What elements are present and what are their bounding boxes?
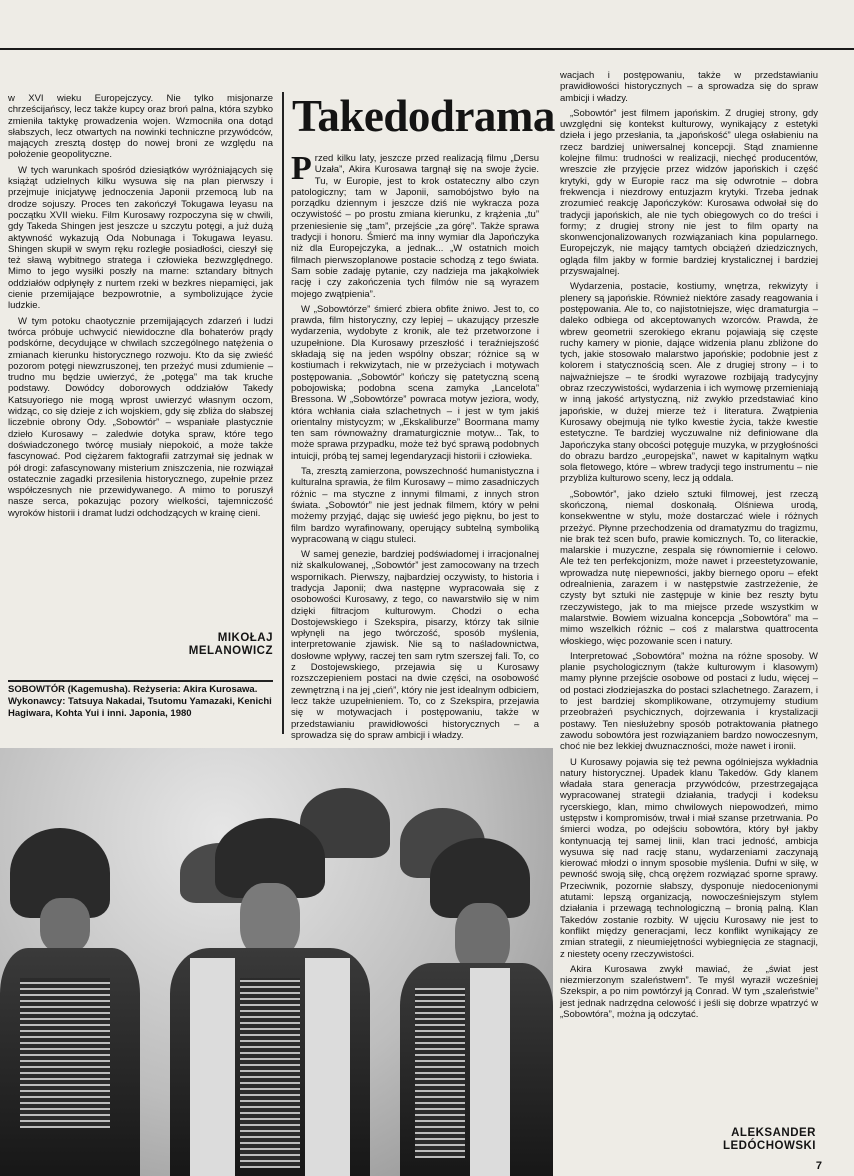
author-1-last-name: MELANOWICZ (188, 645, 273, 657)
col3-paragraph-4: „Sobowtór”, jako dzieło sztuki filmowej, jest rzeczą skończoną, niemal doskonałą. Olśniewa urodą, konsekwentne w stylu, może dostarczać wiele i różnych przeżyć. Płynne przechodzenia od dramatyzmu do tragizmu, nie brak też scen bufo, prawie komicznych. To, co literackie, malarskie i muzyczne, zespala się równomiernie i celowo. Ale też ten perfekcjonizm, może nawet i przeestetyzowanie, wprowadza nutę niepewności, jakby biernego oporu – efekt odrealnienia, zarazem i w następstwie zastrzeżenie, że czysty byt sztuki nie zastępuje w kinie bez reszty bytu rzeczywistego, jak to ma miejsce przede wszystkim w malarstwie. Bowiem wizualna koncepcja „Sobowtóra” ma – mimo wszelkich różnic – coś z malarstwa quattrocenta włoskiego, więc pozowanie scen i natury. (560, 488, 818, 647)
warrior-right-white-sleeve (470, 968, 510, 1176)
warrior-left-face (40, 898, 90, 953)
col2-paragraph-1-text: rzed kilku laty, jeszcze przed realizacją filmu „Dersu Uzała”, Akira Kurosawa targnął się na swoje życie. Tu, w Europie, jest to krok ostateczny albo czyn patologiczny; tam w Japonii, samobójstwo było na porządku dziennym i jeszcze dziś nie wykracza poza oczywistość – po prostu zmiana kierunku, z krążenia „tu” przeniesienie się „tam”, przejście „za górę”. Także sprawa tradycji i honoru. Śmierć ma inny wymiar dla Japończyka niż dla Europejczyka, a jednak... „W ostatnich moich filmach pierwszoplanowe postacie schodzą z tego świata. Sam sobie zadaję pytanie, czy nadzieja ma jakąkolwiek rację i czy zakończenia tych filmów nie są wyrazem mojego zwątpienia”. (291, 153, 539, 300)
warrior-center-white-sleeve (305, 958, 350, 1176)
column-3 (560, 70, 818, 1130)
article-title: Takedodrama (292, 91, 555, 141)
warrior-center-white-sleeve (190, 958, 235, 1176)
samurai-photo (0, 748, 553, 1176)
film-credits: SOBOWTÓR (Kagemusha). Reżyseria: Akira Kurosawa. Wykonawcy: Tatsuya Nakadai, Tsutomu Yamazaki, Kenichi Hagiwara, Kohta Yui i inni. Japonia, 1980 (8, 684, 272, 719)
author-signature-1 (8, 632, 273, 658)
author-signature-2 (620, 1127, 816, 1153)
col3-paragraph-2: „Sobowtór” jest filmem japońskim. Z drugiej strony, gdy uwzględni się kontekst kulturowy, wynikający z estetyki dzieła i jego przesłania, ta „japońskość” ulega osłabieniu na rzecz bardziej uniwersalnej koncepcji. Stąd znamienne kolejne filmu: trudności w realizacji, niechęć producentów, wreszcie złe przyjęcie przez widzów japońskich i część krytyki, gdy w Europie racz ma się odwrotnie – dobra frekwencja i niezdrowy entuzjazm krytyki. Trzeba jednak zrozumieć reakcję Japończyków: Kurosawa odwołał się do tradycji japońskich, ale nie tych obiegowych co do treści i formy; z drugiej strony nie jest to film oparty na skonwencjonalizowanych rozwiązaniach kina popularnego. Europejczyk, nie mający tamtych obciążeń dziedzicznych, ogląda film jakby w formie bardziej krystalicznej i bardziej przyswajalnej. (560, 107, 818, 278)
col1-paragraph-3: W tym potoku chaotycznie przemijających zdarzeń i ludzi twórca próbuje uchwycić niewidoczne dla bohaterów prądy podskórne, decydujące w chwilach szczególnego natężenia o zmianach kierunku historycznego rozwoju. Kto da się zwieść pozorom potęgi niewzruszonej, ten przeżyć musi zdumienie – trudno mu będzie uwierzyć, że „potęga” ma tak kruche podstawy. Dowódcy doborowych oddziałów Takedy Katsuyoriego nie mogą wprost uwierzyć własnym oczom, widząc, co się dzieje z ich wojskiem, gdy się zbliża do słabszej liczebnie obrony Ody. „Sobowtór” – wspaniałe plastycznie dzieło Kurosawy – zaledwie dotyka spraw, które tego doświadczonego twórcę musiały niepokoić, a może także fascynować. Pod ciężarem faktografii zatrzymał się jednak w pół drogi: zafascynowany misterium zniszczenia, nie rozwiązał ostatecznie zagadki przesilenia historycznego, zupełnie przez współczesnych nie przewidywanego. A mimo to poruszył nasze serca, pokazując pozory wielkości, tajemniczość wyroków historii i dramat ludzi odchodzących w krainę cieni. (8, 315, 273, 519)
column-2 (291, 150, 539, 741)
warrior-right (400, 838, 553, 1176)
col3-paragraph-7: Akira Kurosawa zwykł mawiać, że „świat jest niezmierzonym szaleństwem”. Te myśl wyraził wcześniej Szekspir, a po nim powtórzył ją Conrad. W tym „szaleństwie” jest jednak nadrzędna celowość i jeśli się dobrze wpatrzyć w „Sobowtóra”, można ją odczytać. (560, 963, 818, 1021)
col1-paragraph-1: w XVI wieku Europejczycy. Nie tylko misjonarze chrześcijańscy, lecz także kupcy oraz broń palna, która szybko zmieniła taktykę prowadzenia wojen. Wzmocniła ona dotąd słabszych, lecz otwartych na nowinki techniczne przywódców, mających zresztą dostęp do nowej broni ze względu na położenie geopolityczne. (8, 93, 273, 161)
warrior-center-lacing (240, 978, 300, 1168)
top-rule (0, 48, 854, 50)
col3-paragraph-5: Interpretować „Sobowtóra” można na różne sposoby. W planie psychologicznym (także kulturowym i klasowym) mamy płynne przejście osobowe od postaci z ludu, więcej – od postaci złodziejaszka do postaci szlachetnego. Zarazem, i to jest bardziej skomplikowane, otrzymujemy studium przeobrażeń psychicznych, dojrzewania i krystalizacji postawy. Ten niesłużebny sposób potraktowania płatnego zawodu sobowtóra jest rozwiązaniem bardzo nowoczesnym, choć nie bez lekkiej dwuznaczności, może nawet i ironii. (560, 650, 818, 753)
col1-paragraph-2: W tych warunkach spośród dziesiątków wyróżniających się książąt udzielnych kilku wysuwa się na plan pierwszy i przejmuje inicjatywę jednoczenia Japonii przemocą lub na drodze sojuszy. Proces ten zakończył Tokugawa Ieyasu na początku XVII wieku. Film Kurosawy rozpoczyna się w chwili, gdy Takeda Shingen jest jeszcze u szczytu potęgi, a już dużą aktywność wykazują Oda Nobunaga i Tokugawa Ieyasu. Shingen skupił w swym ręku rozległe posiadłości, cieszył się też sławą wybitnego stratega i człowieka bezwzględnego. Mimo to jego wysiłki poszły na marne: sztandary bitnych oddziałów odpłynęły z nurtem rzeki w bezkres niepamięci, jak cienie przemijające bezpowrotnie, a symbolizujące życie ludzkie. (8, 164, 273, 312)
page-number: 7 (815, 1160, 822, 1172)
credits-rule (8, 680, 273, 682)
col3-paragraph-3: Wydarzenia, postacie, kostiumy, wnętrza, rekwizyty i plenery są japońskie. Również niektóre zasady reagowania i postępowania. Ale to, co najistotniejsze, więc dramaturgia – daleko odbiega od akceptowanych wzorców. Prawda, że wbrew geometrii szerokiego ekranu pojawiają się częste ruchy kamery w pionie, dające widzenia planu zbliżone do tych, jakie stosowało malarstwo japońskie; podobnie jest z kolorem i statycznością scen. Ale z drugiej strony – i to najważniejsze – te środki wyrazowe rozbijają tradycyjny obraz rzeczywistości, wydarzenia i ich wymowę przemieniają w inną jakość artystyczną, niż zwykło przedstawiać kino japońskie, w dużej mierze też i literatura. Zwątpienia Kurosawy obejmują nie tylko kwestie życia, także kwestie estetyczne. Te bardziej wyczuwalne niż definiowane dla Japończyka stany obcości potęguje muzyka, w przygłośności do obrazu bardzo „europejska”, nawet w kapitalnym wątku sola fletowego, które – wbrew tradycji tego instrumentu – nie przybliża kulturowo sceny, lecz ją oddala. (560, 281, 818, 485)
warrior-center-face (240, 883, 300, 958)
column-divider (282, 92, 284, 734)
col2-paragraph-4: W samej genezie, bardziej podświadomej i irracjonalnej niż skalkulowanej, „Sobowtór” jest zamocowany na trzech wspornikach. Pierwszy, najbardziej oczywisty, to historia i tradycja Japonii; dwa następne wypracowała się z osobowości Kurosawy, z tego, co nawarstwiło się w nim dzięki filtracjom kulturowym. Chodzi o echa Dostojewskiego i Szekspira, pisarzy, którzy tak silnie wpłynęli na jego twórczość, sposób myślenia, interpretowanie zjawisk. Nie są to naśladownictwa, dosłowne wpływy, raczej ten sam rytm szerszej fali. To, co z Dostojewskiego, przejawia się u Kurosawy rozszczepieniem postaci na dwie części, na osobowość zewnętrzną i na jej „cień”, który nie jest idealnym odbiciem, lecz także uzupełnieniem. To, co z Szekspira, przejawia się w motywacjach i postępowaniu, także w przedstawianiu prawidłowości historycznych – a sprowadza się do spraw ambicji i władzy. (291, 549, 539, 741)
warrior-left (0, 808, 140, 1176)
warrior-left-lacing (20, 978, 110, 1128)
col3-paragraph-1: wacjach i postępowaniu, także w przedstawianiu prawidłowości historycznych – a sprowadza się do spraw ambicji i władzy. (560, 70, 818, 104)
author-1-first-name: MIKOŁAJ (217, 632, 273, 644)
warrior-right-lacing (415, 988, 465, 1158)
column-1 (8, 93, 273, 581)
warrior-center (170, 818, 370, 1176)
col2-paragraph-1 (291, 150, 539, 300)
col2-paragraph-2: W „Sobowtórze” śmierć zbiera obfite żniwo. Jest to, co prawda, film historyczny, czy lepiej – ukazujący przeszłe wydarzenia, wydobyte z kronik, ale też przetworzone i uzupełnione. Dla Kurosawy przeszłość i teraźniejszość składają się na jeden wspólny obszar; różnice są w kostiumach i rekwizytach, nie w przeżyciach i motywach postępowania. „Sobowtór” kończy się patetyczną sceną pobojowiska; podobna scena zamyka „Lancelota” Bressona. W „Sobowtórze” powraca motyw jeziora, wody, która wchłania ciała szlachetnych – i jest w tym jakiś orientalny mistycyzm; w „Ekskaliburze” Boormana mamy ten sam równoważny dramaturgicznie motyw... Tak, to może sprawa przypadku, może też być sprawą podobnych intuicji, próbą tej samej legendaryzacji historii i człowieka. (291, 303, 539, 462)
col3-paragraph-6: U Kurosawy pojawia się też pewna ogólniejsza wykładnia natury historycznej. Upadek klanu Takedów. Gdy klanem władała stara generacja przywódców, przestrzegająca wypracowanej strategii działania, tradycji i kodeksu rycerskiego, klan, mimo chwilowych niepowodzeń, mimo ustępstw i kompromisów, trwał i miał szanse przetrwania. Po śmierci wodza, po odejściu sobowtóra, który był jakby kontynuacją tej samej linii, klan traci jedność, ambicja wysuwa się nad rację stanu, wydarzeniami zaczynają kierować młodzi o innym sposobie myślenia. Dufni w siłę, w pewność swoją siłę, chcą orężem rozwiązać sporne sprawy. Przeciwnik, pozornie słabszy, dysponuje niedocenionymi atutami: lepszą organizacją, nowocześniejszym stylem działania i przewagą technologiczną – bronią palną. Klan Takedów zostanie rozbity. W ujęciu Kurosawy nie jest to konflikt między generacjami, lecz konflikt wynikający ze zmian strategii, z nieumiejętności wybiegnięcia ze stagnacji, z niestety oceny rzeczywistości. (560, 756, 818, 960)
col2-paragraph-3: Ta, zresztą zamierzona, powszechność humanistyczna i kulturalna sprawia, że film Kurosawy – mimo zasadniczych różnic – ma styczne z innymi filmami, z innych stron świata. „Sobowtór” nie jest jednak filmem, który w pełni możemy przyjąć, dając się uwieść jego pięknu, bo jest to film bardzo wyrafinowany, operujący subtelną symboliką wypracowaną w ciągu stuleci. (291, 466, 539, 545)
drop-cap: P (291, 150, 312, 187)
author-2-last-name: LEDÓCHOWSKI (722, 1140, 816, 1152)
author-2-first-name: ALEKSANDER (731, 1127, 816, 1139)
